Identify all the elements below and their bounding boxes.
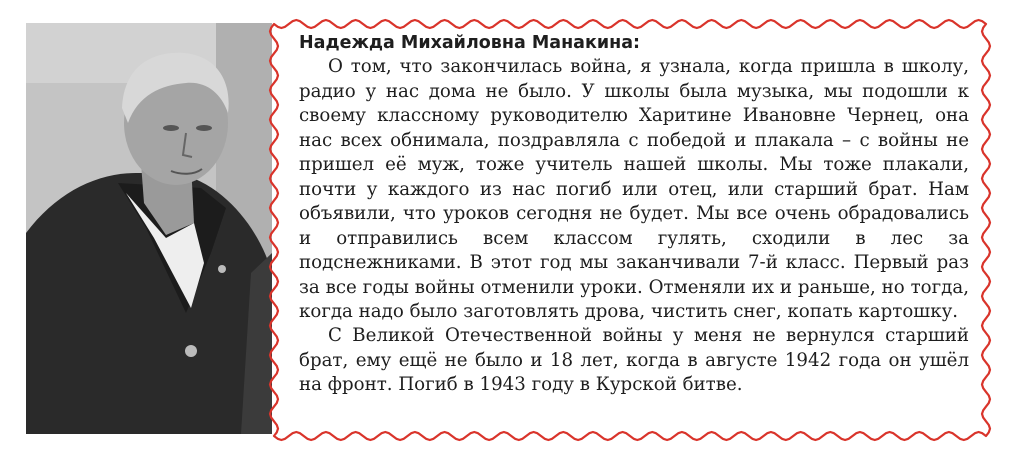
portrait-photo <box>26 23 272 434</box>
article-text <box>299 31 969 398</box>
paragraph-1: О том, что закончилась война, я узнала, когда пришла в школу, радио у нас дома не было. У школы была музыка, мы подошли к своему классному руководителю Харитине Ивановне Чернец, она нас всех обнимала, поздравляла с победой и плакала – с войны не пришел её муж, тоже учитель нашей школы. Мы тоже плакали, почти у каждого из нас погиб или отец, или старший брат. Нам объявили, что уроков сегодня не будет. Мы все очень обрадовались и отправились всем классом гулять, сходили в лес за подснежниками. В этот год мы заканчивали 7-й класс. Первый раз за все годы войны отменили уроки. Отменяли их и раньше, но тогда, когда надо было заготовлять дрова, чистить снег, копать картошку. <box>299 56 969 322</box>
paragraph-2: С Великой Отечественной войны у меня не вернулся старший брат, ему ещё не было и 18 лет, когда в августе 1942 года он ушёл на фронт. Погиб в 1943 году в Курской битве. <box>299 325 969 396</box>
author-name: Надежда Михайловна Манакина: <box>299 33 641 53</box>
